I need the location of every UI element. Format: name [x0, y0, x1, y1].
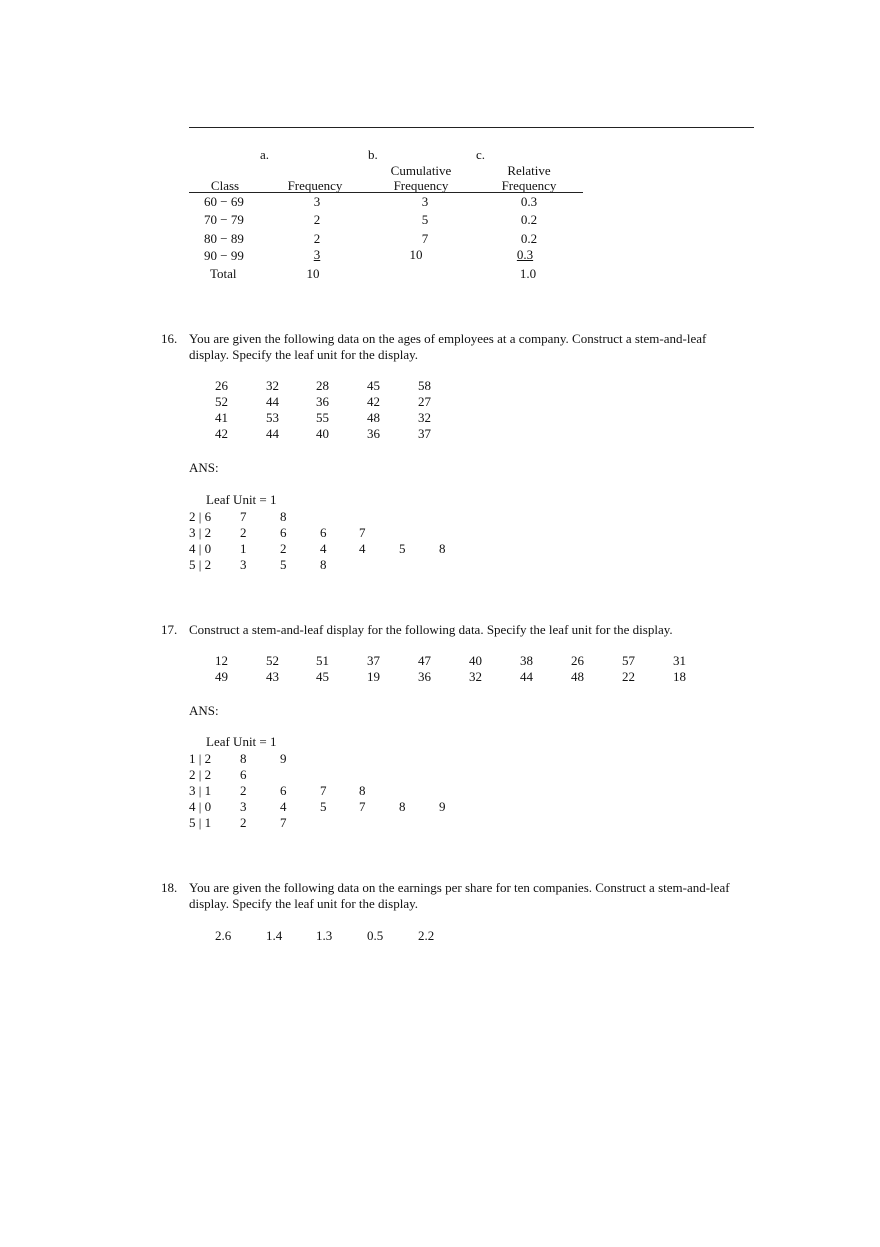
data-cell: 51 [316, 653, 329, 668]
data-cell: 28 [316, 378, 329, 393]
stem-cell: 4 | 0 [189, 799, 212, 814]
data-cell: 40 [469, 653, 482, 668]
stem-cell: 3 | 1 [189, 783, 212, 798]
data-cell: 36 [418, 669, 431, 684]
leaf-cell: 9 [280, 751, 287, 766]
leaf-cell: 5 [399, 541, 406, 556]
stem-cell: 2 | 2 [189, 767, 212, 782]
data-cell: 12 [215, 653, 228, 668]
leaf-cell: 4 [359, 541, 366, 556]
q18-number: 18. [161, 880, 178, 895]
header-class: Class [210, 178, 240, 193]
q16-text: You are given the following data on the ages of employees at a company. Construct a stem-and-leaf display. Specify the leaf unit for the display. [189, 331, 707, 362]
col-letter-c: c. [476, 147, 486, 162]
stem-cell: 2 | 6 [189, 509, 212, 524]
data-cell: 19 [367, 669, 380, 684]
table-cell-class: 60 − 69 [204, 194, 244, 209]
data-cell: 2.2 [418, 928, 435, 943]
data-cell: 32 [418, 410, 431, 425]
data-cell: 53 [266, 410, 279, 425]
stem-cell: 3 | 2 [189, 525, 212, 540]
header-relative-line2: Frequency [501, 178, 557, 193]
leaf-cell: 3 [240, 799, 247, 814]
top-rule [189, 127, 754, 128]
data-cell: 26 [571, 653, 584, 668]
col-letter-b: b. [368, 147, 378, 162]
table-cell-relative: 0.2 [520, 231, 538, 246]
leaf-cell: 8 [320, 557, 327, 572]
leaf-cell: 8 [280, 509, 287, 524]
leaf-cell: 6 [320, 525, 327, 540]
leaf-cell: 5 [280, 557, 287, 572]
data-cell: 0.5 [367, 928, 384, 943]
data-cell: 48 [571, 669, 584, 684]
leaf-cell: 4 [280, 799, 287, 814]
q16-leaf-unit: Leaf Unit = 1 [206, 492, 277, 507]
stem-cell: 5 | 2 [189, 557, 212, 572]
data-cell: 26 [215, 378, 228, 393]
table-cell-relative: 0.2 [520, 212, 538, 227]
col-letter-a: a. [260, 147, 270, 162]
data-cell: 41 [215, 410, 228, 425]
table-cell-cumulative: 3 [421, 194, 429, 209]
data-cell: 52 [215, 394, 228, 409]
leaf-cell: 8 [240, 751, 247, 766]
leaf-cell: 7 [359, 799, 366, 814]
leaf-cell: 2 [280, 541, 287, 556]
leaf-cell: 7 [240, 509, 247, 524]
stem-cell: 4 | 0 [189, 541, 212, 556]
table-total-label: Total [210, 266, 237, 281]
leaf-cell: 2 [240, 783, 247, 798]
leaf-cell: 2 [240, 525, 247, 540]
leaf-cell: 8 [399, 799, 406, 814]
data-cell: 38 [520, 653, 533, 668]
data-cell: 32 [469, 669, 482, 684]
data-cell: 31 [673, 653, 686, 668]
header-cumulative-line1: Cumulative [390, 163, 452, 178]
data-cell: 1.4 [266, 928, 283, 943]
leaf-cell: 6 [280, 525, 287, 540]
data-cell: 37 [418, 426, 431, 441]
q17-ans-label: ANS: [189, 703, 219, 718]
data-cell: 44 [266, 426, 279, 441]
q17-number: 17. [161, 622, 178, 637]
table-cell-cumulative: 7 [421, 231, 429, 246]
data-cell: 36 [316, 394, 329, 409]
data-cell: 18 [673, 669, 686, 684]
data-cell: 37 [367, 653, 380, 668]
header-rule [189, 192, 583, 193]
leaf-cell: 7 [359, 525, 366, 540]
table-cell-class: 80 − 89 [204, 231, 244, 246]
q17-leaf-unit: Leaf Unit = 1 [206, 734, 277, 749]
leaf-cell: 8 [439, 541, 446, 556]
data-cell: 47 [418, 653, 431, 668]
q16-ans-label: ANS: [189, 460, 219, 475]
table-cell-frequency: 2 [313, 231, 321, 246]
data-cell: 45 [367, 378, 380, 393]
leaf-cell: 7 [320, 783, 327, 798]
data-cell: 32 [266, 378, 279, 393]
data-cell: 27 [418, 394, 431, 409]
table-cell-relative: 0.3 [520, 194, 538, 209]
leaf-cell: 1 [240, 541, 247, 556]
leaf-cell: 8 [359, 783, 366, 798]
data-cell: 44 [266, 394, 279, 409]
table-cell-relative: 0.3 [516, 247, 534, 262]
table-cell-cumulative: 5 [421, 212, 429, 227]
data-cell: 42 [215, 426, 228, 441]
table-cell-cumulative: 10 [409, 247, 423, 262]
data-cell: 2.6 [215, 928, 232, 943]
q18-text: You are given the following data on the earnings per share for ten companies. Construct a stem-and-leaf display. Specify the leaf unit for the display. [189, 880, 730, 911]
table-total-frequency: 10 [306, 266, 320, 281]
table-cell-class: 70 − 79 [204, 212, 244, 227]
table-cell-class: 90 − 99 [204, 248, 244, 263]
data-cell: 58 [418, 378, 431, 393]
table-cell-frequency: 3 [313, 194, 321, 209]
table-cell-frequency: 2 [313, 212, 321, 227]
data-cell: 45 [316, 669, 329, 684]
leaf-cell: 2 [240, 815, 247, 830]
table-total-relative: 1.0 [519, 266, 537, 281]
leaf-cell: 7 [280, 815, 287, 830]
header-frequency: Frequency [287, 178, 343, 193]
leaf-cell: 6 [280, 783, 287, 798]
data-cell: 36 [367, 426, 380, 441]
data-cell: 40 [316, 426, 329, 441]
stem-cell: 5 | 1 [189, 815, 212, 830]
q16-number: 16. [161, 331, 178, 346]
header-cumulative-line2: Frequency [393, 178, 449, 193]
data-cell: 43 [266, 669, 279, 684]
leaf-cell: 5 [320, 799, 327, 814]
data-cell: 48 [367, 410, 380, 425]
data-cell: 49 [215, 669, 228, 684]
q17-text: Construct a stem-and-leaf display for the following data. Specify the leaf unit for the display. [189, 622, 673, 637]
data-cell: 42 [367, 394, 380, 409]
stem-cell: 1 | 2 [189, 751, 212, 766]
table-cell-frequency: 3 [313, 247, 321, 262]
leaf-cell: 6 [240, 767, 247, 782]
data-cell: 52 [266, 653, 279, 668]
leaf-cell: 3 [240, 557, 247, 572]
leaf-cell: 9 [439, 799, 446, 814]
data-cell: 57 [622, 653, 635, 668]
leaf-cell: 4 [320, 541, 327, 556]
header-relative-line1: Relative [507, 163, 551, 178]
data-cell: 22 [622, 669, 635, 684]
data-cell: 1.3 [316, 928, 333, 943]
data-cell: 55 [316, 410, 329, 425]
data-cell: 44 [520, 669, 533, 684]
